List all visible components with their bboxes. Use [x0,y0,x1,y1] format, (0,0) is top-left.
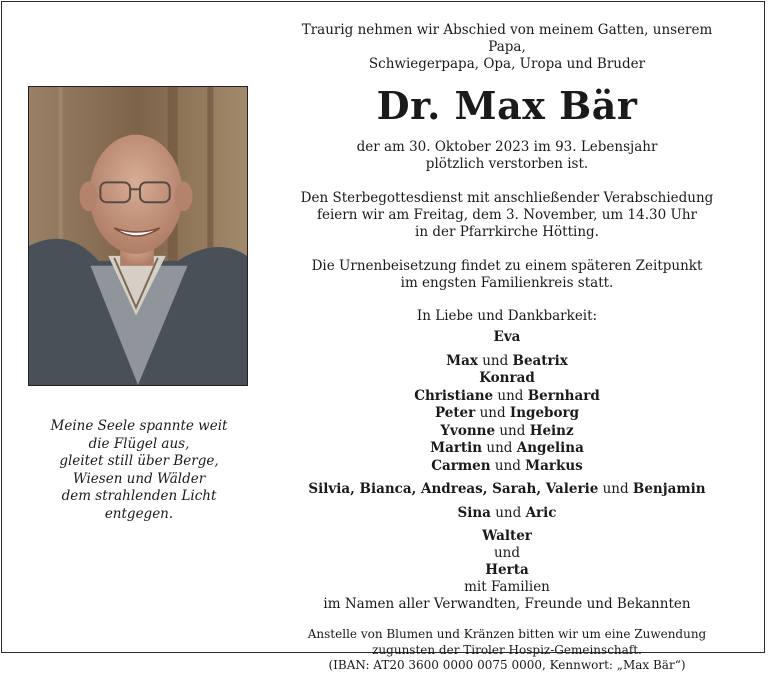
mourner-name: Martin [430,440,483,456]
mourner-name: Max [446,352,478,369]
mourner-name: Heinz [529,422,574,439]
poem-line: entgegen. [104,505,174,522]
conjunction: und [602,481,629,497]
donation-line-1: Anstelle von Blumen und Kränzen bitten wir um eine Zuwendung [307,627,707,641]
conjunction: und [482,352,509,369]
mourner-name: Yvonne [440,422,496,439]
mourner-name: Eva [493,329,521,345]
death-line-2: plötzlich verstorben ist. [425,156,589,172]
grandchildren-names: Silvia, Bianca, Andreas, Sarah, Valerie [308,481,599,497]
intro-text [282,22,732,73]
mourner-name: Benjamin [632,481,706,497]
poem-line: Meine Seele spannte weit [50,418,228,434]
closing-lines [282,528,732,613]
conjunction: und [497,387,524,404]
portrait-photo [28,86,248,386]
mourner-name: Markus [525,457,583,474]
mourners-list [282,329,732,522]
mourner-name: Beatrix [512,352,568,369]
service-line-1: Den Sterbegottesdienst mit anschließender Verabschiedung [300,190,714,206]
conjunction: und [495,504,522,521]
poem-line: die Flügel aus, [88,435,190,452]
conjunction: und [479,405,506,421]
obituary-card [1,1,765,672]
on-behalf-line: im Namen aller Verwandten, Freunde und Bekannten [323,596,691,612]
urn-notice [282,258,732,292]
death-notice [282,139,732,173]
service-line-3: in der Pfarrkirche Hötting. [415,224,599,240]
intro-line-1: Traurig nehmen wir Abschied von meinem Gatten, unserem Papa, [301,22,713,55]
poem-line: Wiesen und Wälder [72,470,206,487]
mourner-name: Peter [434,405,476,421]
thanks-line: In Liebe und Dankbarkeit: [416,308,598,324]
poem-line: gleitet still über Berge, [59,453,219,469]
mourner-name: Sina [457,504,491,521]
mourner-name: Herta [485,562,529,578]
mourner-name: Carmen [431,457,491,474]
mourner-name: Walter [482,528,532,544]
service-notice [282,190,732,241]
conjunction: und [494,457,521,474]
main-text [282,22,732,674]
deceased-name: Dr. Max Bär [376,83,638,128]
death-line-1: der am 30. Oktober 2023 im 93. Lebensjahr [356,139,658,155]
mourner-name: Konrad [479,370,535,386]
mourner-name: Angelina [516,440,584,456]
mourner-name: Aric [525,504,557,521]
donation-note [282,627,732,674]
poem [28,418,250,523]
donation-line-2: zugunsten der Tiroler Hospiz-Gemeinschaft. [372,642,642,657]
donation-line-3: (IBAN: AT20 3600 0000 0075 0000, Kennwort: „Max Bär“) [328,658,686,672]
poem-line: dem strahlenden Licht [61,488,217,504]
intro-line-2: Schwiegerpapa, Opa, Uropa und Bruder [368,56,646,72]
urn-line-1: Die Urnenbeisetzung findet zu einem späteren Zeitpunkt [311,258,703,274]
conjunction: und [499,422,526,439]
service-line-2: feiern wir am Freitag, dem 3. November, um 14.30 Uhr [316,207,697,223]
portrait-image [29,87,247,385]
urn-line-2: im engsten Familienkreis statt. [400,275,614,291]
mourner-name: Bernhard [527,387,600,404]
with-families: mit Familien [464,579,550,595]
mourner-name: Christiane [414,387,494,404]
mourner-name: Ingeborg [509,405,580,421]
conjunction: und [486,440,513,456]
conjunction: und [493,545,521,561]
